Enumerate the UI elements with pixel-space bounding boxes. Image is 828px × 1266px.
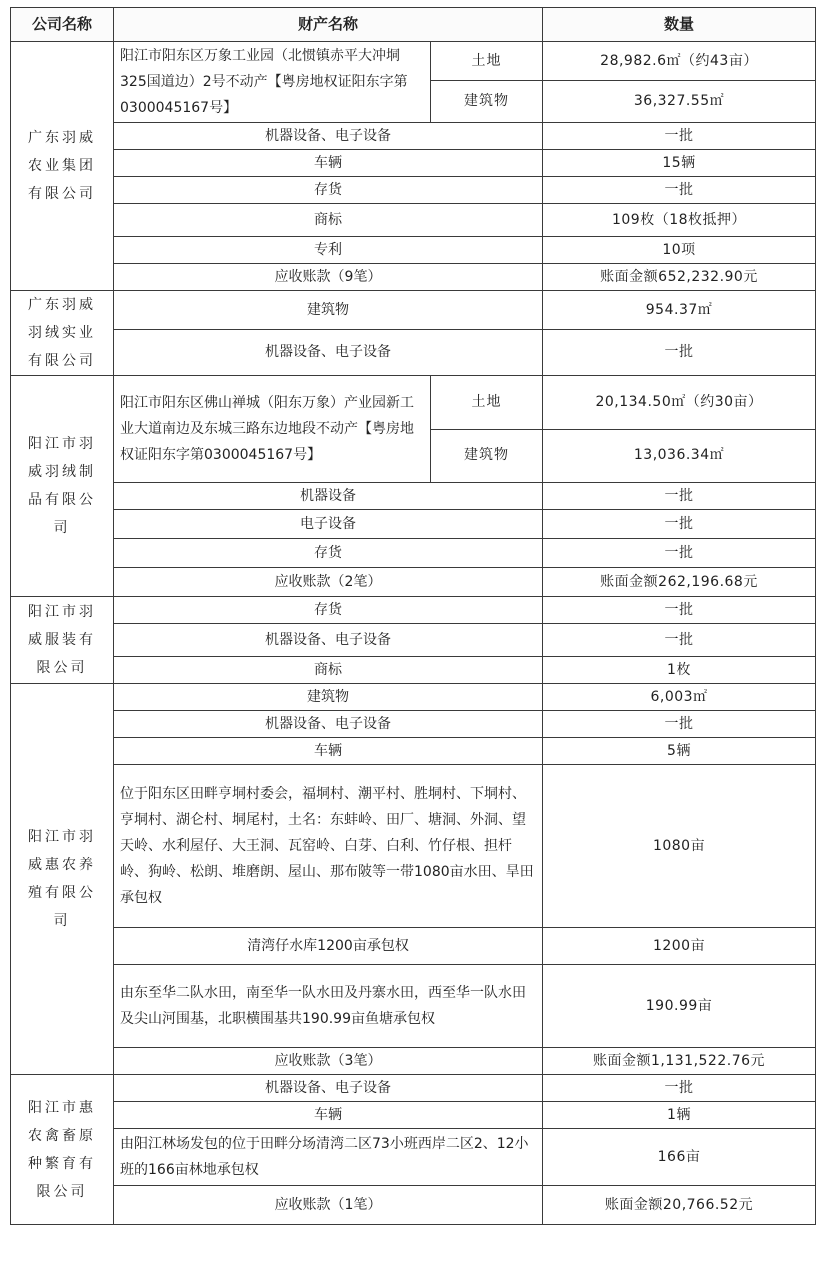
table-row [11, 1186, 816, 1225]
quantity-cell: 一批 [543, 624, 816, 657]
quantity-cell: 一批 [543, 483, 816, 510]
quantity-cell: 账面金额262,196.68元 [543, 568, 816, 597]
property-cell: 机器设备、电子设备 [114, 1075, 543, 1102]
company-cell: 广东羽威羽绒实业有限公司 [11, 291, 114, 376]
table-row [11, 765, 816, 928]
property-address: 阳江市阳东区佛山禅城（阳东万象）产业园新工业大道南边及东城三路东边地段不动产【粤房地权证阳东字第0300045167号】 [114, 376, 431, 483]
quantity-cell: 账面金额652,232.90元 [543, 264, 816, 291]
table-row [11, 510, 816, 539]
table-row [11, 1102, 816, 1129]
property-cell: 应收账款（9笔） [114, 264, 543, 291]
quantity-cell: 1辆 [543, 1102, 816, 1129]
assets-table [10, 7, 816, 1225]
quantity-cell: 一批 [543, 177, 816, 204]
table-row [11, 376, 816, 430]
table-row [11, 483, 816, 510]
table-row [11, 539, 816, 568]
table-row [11, 150, 816, 177]
quantity-cell: 1200亩 [543, 928, 816, 965]
table-row [11, 657, 816, 684]
table-row [11, 597, 816, 624]
table-row [11, 965, 816, 1048]
quantity-cell: 账面金额1,131,522.76元 [543, 1048, 816, 1075]
table-row [11, 123, 816, 150]
header-quantity: 数量 [543, 8, 816, 42]
property-cell: 存货 [114, 539, 543, 568]
quantity-cell: 13,036.34㎡ [543, 429, 816, 483]
company-cell: 阳江市羽威服装有限公司 [11, 597, 114, 684]
property-cell: 电子设备 [114, 510, 543, 539]
company-cell: 阳江市羽威惠农养殖有限公司 [11, 684, 114, 1075]
property-cell: 建筑物 [114, 684, 543, 711]
company-cell: 广东羽威农业集团有限公司 [11, 42, 114, 291]
table-row [11, 568, 816, 597]
quantity-cell: 一批 [543, 330, 816, 376]
sub-property: 建筑物 [431, 81, 543, 123]
table-row [11, 291, 816, 330]
quantity-cell: 一批 [543, 597, 816, 624]
quantity-cell: 20,134.50㎡（约30亩） [543, 376, 816, 430]
property-cell: 机器设备、电子设备 [114, 123, 543, 150]
quantity-cell: 15辆 [543, 150, 816, 177]
property-cell: 机器设备、电子设备 [114, 330, 543, 376]
table-row [11, 237, 816, 264]
table-row [11, 264, 816, 291]
quantity-cell: 一批 [543, 539, 816, 568]
header-row [11, 8, 816, 42]
table-row [11, 624, 816, 657]
quantity-cell: 190.99亩 [543, 965, 816, 1048]
property-cell: 商标 [114, 204, 543, 237]
table-row [11, 42, 816, 81]
quantity-cell: 账面金额20,766.52元 [543, 1186, 816, 1225]
property-cell: 由东至华二队水田，南至华一队水田及丹寨水田，西至华一队水田及尖山河围基，北职横围基共190.99亩鱼塘承包权 [114, 965, 543, 1048]
quantity-cell: 5辆 [543, 738, 816, 765]
table-row [11, 177, 816, 204]
table-row [11, 204, 816, 237]
property-cell: 机器设备、电子设备 [114, 711, 543, 738]
property-cell: 清湾仔水库1200亩承包权 [114, 928, 543, 965]
quantity-cell: 一批 [543, 123, 816, 150]
quantity-cell: 28,982.6㎡（约43亩） [543, 42, 816, 81]
property-cell: 车辆 [114, 150, 543, 177]
table-row [11, 738, 816, 765]
property-address: 阳江市阳东区万象工业园（北惯镇赤平大冲垌325国道边）2号不动产【粤房地权证阳东字第0300045167号】 [114, 42, 431, 123]
property-cell: 建筑物 [114, 291, 543, 330]
property-cell: 车辆 [114, 738, 543, 765]
quantity-cell: 109枚（18枚抵押） [543, 204, 816, 237]
property-cell: 应收账款（1笔） [114, 1186, 543, 1225]
table-row [11, 684, 816, 711]
quantity-cell: 166亩 [543, 1129, 816, 1186]
company-cell: 阳江市惠农禽畜原种繁育有限公司 [11, 1075, 114, 1225]
table-row [11, 1048, 816, 1075]
quantity-cell: 一批 [543, 510, 816, 539]
quantity-cell: 一批 [543, 711, 816, 738]
sub-property: 土地 [431, 42, 543, 81]
quantity-cell: 36,327.55㎡ [543, 81, 816, 123]
property-cell: 存货 [114, 597, 543, 624]
property-cell: 机器设备 [114, 483, 543, 510]
table-row [11, 1075, 816, 1102]
sub-property: 土地 [431, 376, 543, 430]
property-cell: 由阳江林场发包的位于田畔分场清湾二区73小班西岸二区2、12小班的166亩林地承包权 [114, 1129, 543, 1186]
property-cell: 位于阳东区田畔亨垌村委会，福垌村、潮平村、胜垌村、下垌村、亨垌村、湖仑村、垌尾村，土名：东蚌岭、田厂、塘洞、外洞、望天岭、水利屋仔、大王洞、瓦窑岭、白芽、白利、竹仔根、担杆岭、狗岭、松朗、堆磨朗、屋山、那布陂等一带1080亩水田、旱田承包权 [114, 765, 543, 928]
property-cell: 专利 [114, 237, 543, 264]
table-row [11, 928, 816, 965]
property-cell: 应收账款（3笔） [114, 1048, 543, 1075]
property-cell: 商标 [114, 657, 543, 684]
sub-property: 建筑物 [431, 429, 543, 483]
table-row [11, 711, 816, 738]
quantity-cell: 一批 [543, 1075, 816, 1102]
table-row [11, 330, 816, 376]
property-cell: 车辆 [114, 1102, 543, 1129]
property-cell: 存货 [114, 177, 543, 204]
quantity-cell: 1080亩 [543, 765, 816, 928]
quantity-cell: 954.37㎡ [543, 291, 816, 330]
property-cell: 应收账款（2笔） [114, 568, 543, 597]
quantity-cell: 10项 [543, 237, 816, 264]
header-property: 财产名称 [114, 8, 543, 42]
table-row [11, 1129, 816, 1186]
property-cell: 机器设备、电子设备 [114, 624, 543, 657]
quantity-cell: 1枚 [543, 657, 816, 684]
quantity-cell: 6,003㎡ [543, 684, 816, 711]
header-company: 公司名称 [11, 8, 114, 42]
company-cell: 阳江市羽威羽绒制品有限公司 [11, 376, 114, 597]
